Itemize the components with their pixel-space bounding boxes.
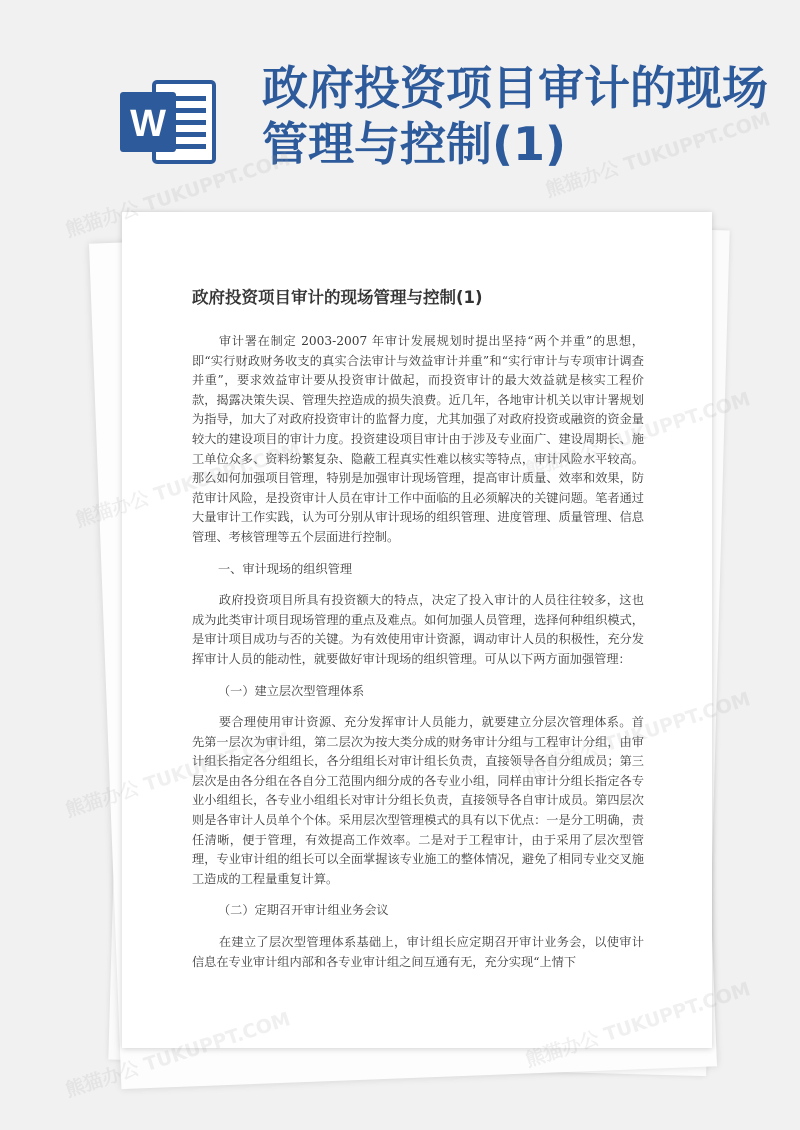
watermark-text: 熊猫办公 [62, 1057, 142, 1102]
section-heading-1: 一、审计现场的组织管理 [218, 561, 353, 576]
subsection-heading-2: （二）定期召开审计组业务会议 [218, 903, 389, 918]
document-page [122, 212, 712, 1048]
document-body [192, 332, 644, 972]
paragraph-section-1: 政府投资项目所具有投资额大的特点，决定了投入审计的人员往往较多，这也成为此类审计项目现场管理的重点及难点。如何加强人员管理，选择何种组织模式，是审计项目成功与否的关键。为有效使用审计资源，调动审计人员的积极性，充分发挥审计人员的能动性，就要做好审计现场的组织管理。可从以下两方面加强管理： [192, 593, 644, 666]
paragraph-subsection-2: 在建立了层次型管理体系基础上，审计组长应定期召开审计业务会，以使审计信息在专业审计组内部和各专业审计组之间互通有无，充分实现“上情下 [192, 935, 644, 969]
word-icon-letter: W [130, 103, 166, 145]
watermark-text: 熊猫办公 [62, 777, 142, 822]
header-title: 政府投资项目审计的现场管理与控制(1) [262, 61, 768, 171]
watermark-text: 熊猫办公 TUKUPPT.COM [542, 108, 774, 202]
document-title: 政府投资项目审计的现场管理与控制(1) [192, 288, 483, 307]
paragraph-subsection-1: 要合理使用审计资源、充分发挥审计人员能力，就要建立分层次管理体系。首先第一层次为审计组，第二层次为按大类分成的财务审计分组与工程审计分组，由审计组长指定各分组组长，各分组组长对审计组长负责，直接领导各自分组成员；第三层次是由各分组在各自分工范围内细分成的各专业小组，同样由审计分组长指定各专业小组组长，各专业小组组长对审计分组长负责，直接领导各自审计成员。第四层次则是各审计人员单个个体。采用层次型管理模式的具有以下优点：一是分工明确，责任清晰，便于管理，有效提高工作效率。二是对于工程审计，由于采用了层次型管理，专业审计组的组长可以全面掌握该专业施工的整体情况，避免了相同专业交叉施工造成的工程量重复计算。 [192, 715, 644, 886]
paragraph-intro: 审计署在制定 2003-2007 年审计发展规划时提出坚持“两个并重”的思想，即“实行财政财务收支的真实合法审计与效益审计并重”和“实行审计与专项审计调查并重”，要求效益审计要从投资审计做起，而投资审计的最大效益就是核实工程价款，揭露决策失误、管理失控造成的损失浪费。近几年，各地审计机关以审计署规划为指导，加大了对政府投资审计的监督力度，尤其加强了对政府投资或融资的资金量较大的建设项目的审计力度。投资建设项目审计由于涉及专业面广、建设周期长、施工单位众多、资料纷繁复杂、隐蔽工程真实性难以核实等特点，审计风险水平较高。那么如何加强项目管理，特别是加强审计现场管理，提高审计质量、效率和效果，防范审计风险，是投资审计人员在审计工作中面临的且必须解决的关键问题。笔者通过大量审计工作实践，认为可分别从审计现场的组织管理、进度管理、质量管理、信息管理、考核管理等五个层面进行控制。 [192, 334, 644, 544]
word-document-icon [118, 74, 218, 170]
watermark-text: 熊猫办公 TUKUPPT.COM [62, 148, 294, 242]
subsection-heading-1: （一）建立层次型管理体系 [218, 683, 365, 698]
